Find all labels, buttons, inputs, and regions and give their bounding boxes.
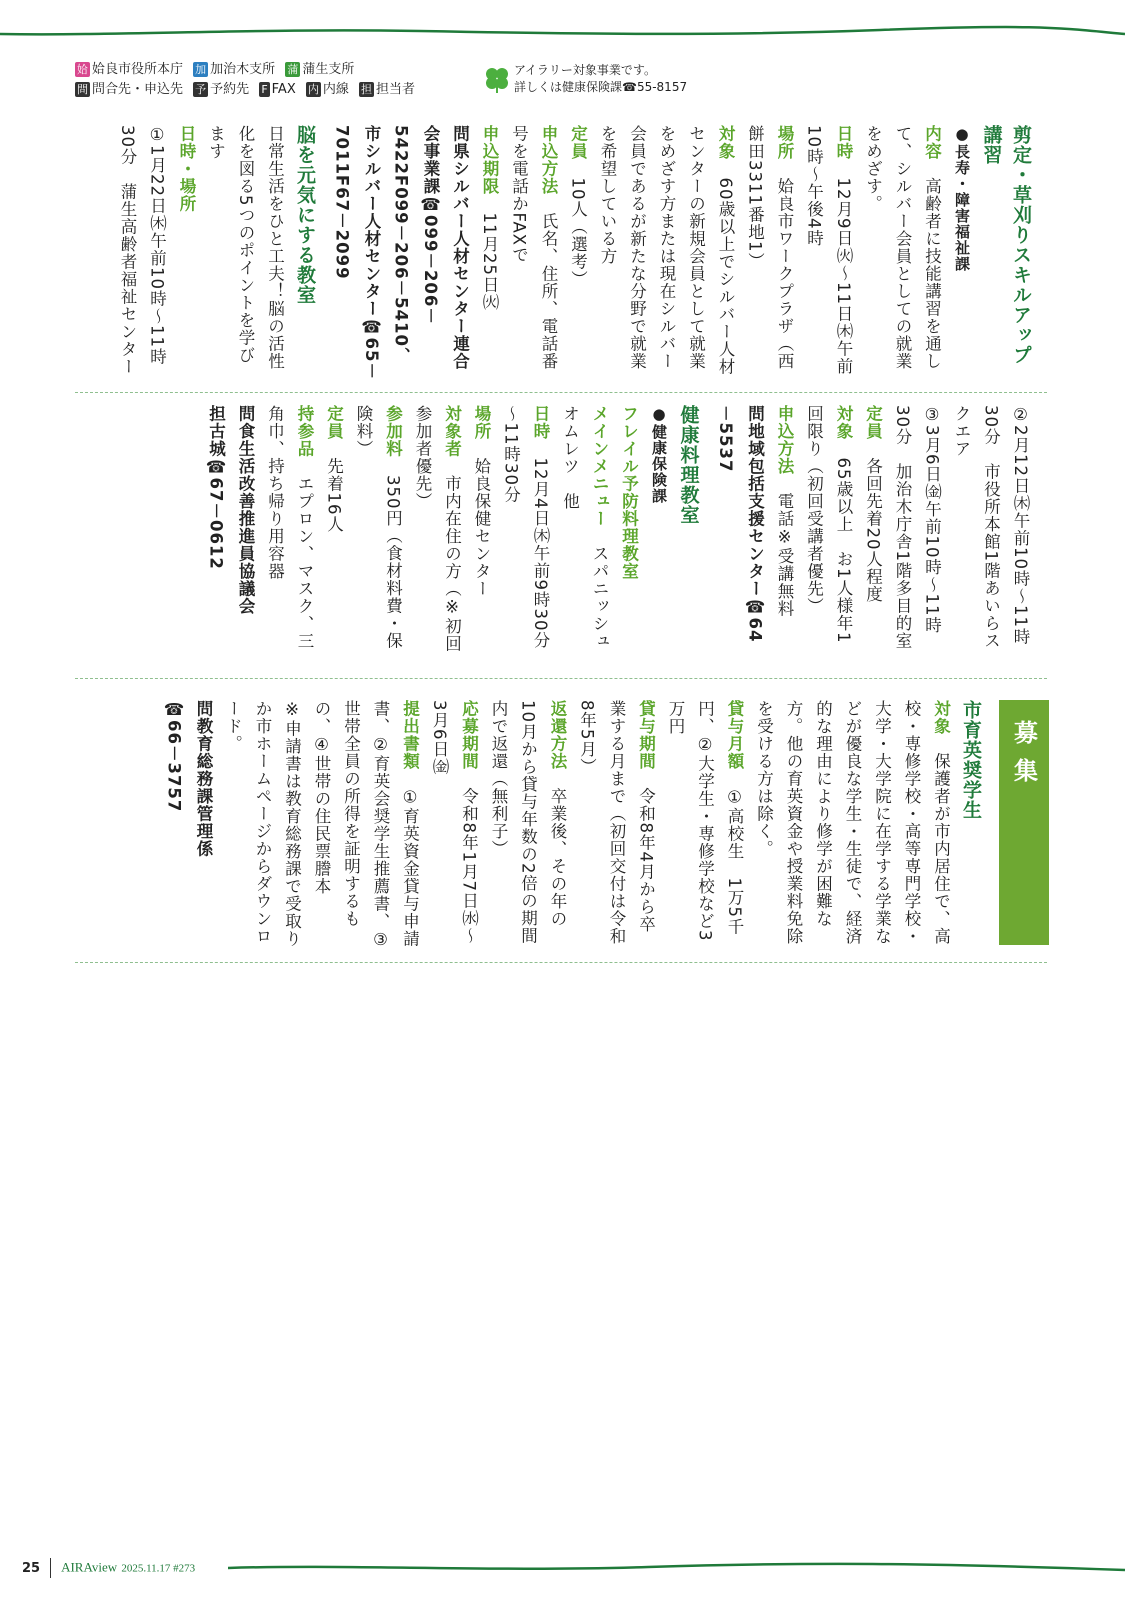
brain-item-2: ②2月12日㈭午前10時～11時30分 市役所本館1階あいらスクエア (952, 405, 1030, 650)
extension-badge: 内 (307, 83, 319, 96)
scholarship-period-text: 令和8年4月から卒業する月まで（初回交付は令和8年5月） (577, 700, 656, 945)
fax-badge: F (261, 83, 268, 96)
pruning-date-text: 12月9日㈫～11日㈭午前10時～午後4時 (804, 125, 853, 375)
cooking-contact: 問食生活改善推進員協議会 (236, 405, 255, 615)
brain-item-1: ①1月22日㈭午前10時～11時30分 蒲生高齢者福祉センター (118, 125, 167, 376)
scholarship-section (150, 700, 985, 950)
footer (22, 1558, 195, 1578)
cooking-target-text: 市内在住の方（※初回参加者優先） (413, 405, 462, 653)
brain-target-text: 65歳以上 お1人様年1回限り（初回受講者優先） (804, 405, 853, 644)
cooking-class-subtitle: フレイル予防料理教室 (619, 405, 639, 580)
brain-target-label: 対象 (834, 405, 853, 440)
honcho-badge: 姶 (77, 63, 88, 76)
cooking-place-text: 姶良保健センター (472, 457, 491, 598)
footer-separator (50, 1558, 51, 1578)
brain-contact: 問地域包括支援センター☎64－5537 (716, 405, 765, 643)
legend (75, 60, 415, 100)
brain-capacity-text: 各回先着20人程度 (863, 457, 883, 603)
reserve-badge: 予 (195, 83, 207, 96)
pruning-deadline-text: 11月25日㈫ (480, 212, 499, 311)
pruning-place-label: 場所 (775, 125, 794, 160)
divider-1 (75, 392, 1047, 393)
divider-2 (75, 678, 1047, 679)
brain-cooking-section (75, 405, 1035, 655)
cooking-capacity-text: 先着16人 (324, 457, 344, 533)
issue-info: 2025.11.17 #273 (121, 1562, 196, 1575)
honcho-label: 姶良市役所本庁 (92, 62, 184, 77)
brain-apply-label: 申込方法 (775, 405, 794, 475)
kamo-badge: 蒲 (287, 63, 299, 76)
brain-class-intro: 日常生活をひと工夫！脳の活性化を図る5つのポイントを学びます (206, 125, 285, 370)
pruning-content-label: 内容 (922, 125, 942, 160)
cooking-class-dept: ●健康保険課 (650, 405, 668, 504)
scholarship-note: ※申請書は教育総務課で受取りか市ホームページからダウンロード。 (223, 700, 302, 948)
brain-item-3: ③3月6日㈮午前10時～11時30分 加治木庁舎1階多目的室 (893, 405, 942, 650)
scholarship-repay-label: 返還方法 (548, 700, 567, 770)
pruning-apply-label: 申込方法 (539, 125, 558, 195)
brain-capacity-label: 定員 (863, 405, 883, 440)
bottom-wave-line (228, 1560, 1125, 1576)
recruitment-banner: 募集 (999, 700, 1049, 945)
legend-row-1 (75, 60, 415, 80)
staff-badge: 担 (361, 83, 373, 96)
kajiki-badge: 加 (195, 63, 207, 76)
pruning-course-title: 剪定・草刈りスキルアップ講習 (980, 125, 1032, 365)
pruning-course-section (75, 125, 1035, 380)
pruning-deadline-label: 申込期限 (480, 125, 499, 195)
staff-label: 担当者 (376, 82, 416, 97)
top-wave-line (0, 22, 1125, 40)
extension-label: 内線 (322, 82, 349, 97)
cooking-date-text: 12月4日㈭午前9時30分～11時30分 (501, 405, 550, 649)
scholarship-contact: 問教育総務課管理係 (194, 700, 213, 858)
fax-label: FAX (271, 82, 296, 97)
scholarship-title: 市育英奨学生 (960, 700, 982, 820)
brain-apply-text: 電話※受講無料 (775, 492, 794, 618)
scholarship-amount-text: ①高校生 1万5千円、②大学生・専修学校など3万円 (666, 700, 744, 942)
pruning-apply-text: 氏名、住所、電話番号を電話かFAXで (509, 125, 558, 370)
legend-row-2 (75, 80, 415, 100)
cooking-place-label: 場所 (472, 405, 491, 440)
clover-icon (484, 66, 510, 94)
contact-label: 問合先・申込先 (92, 82, 184, 97)
scholarship-apply-text: 令和8年1月7日㈬～3月6日㈮ (430, 700, 479, 945)
scholarship-period-label: 貸与期間 (636, 700, 656, 770)
scholarship-repay-text: 卒業後、その年の10月から貸与年数の2倍の期間内で返還（無利子） (489, 700, 567, 945)
scholarship-apply-label: 応募期間 (459, 700, 479, 770)
scholarship-target-label: 対象 (931, 700, 951, 735)
contact-badge: 問 (77, 83, 88, 96)
pruning-contact: 問県シルバー人材センター連合会事業課☎099－206－5422F099－206－5410、市シルバー人材センター☎65－7011F67－2099 (332, 125, 470, 380)
scholarship-amount-label: 貸与月額 (725, 700, 744, 770)
cooking-contact-staff: 担古城☎67－0612 (206, 405, 226, 570)
clover-note (514, 62, 687, 96)
scholarship-target-text: 保護者が市内居住で、高校・専修学校・高等専門学校・大学・大学院に在学する学業などが優良な学生・生徒で、経済的な理由により修学が困難な方。他の育英資金や授業料免除を受ける方は除く。 (754, 700, 951, 945)
kajiki-label: 加治木支所 (210, 62, 276, 77)
pruning-date-label: 日時 (834, 125, 853, 160)
cooking-fee-label: 参加料 (383, 405, 403, 458)
scholarship-contact-tel: ☎66－3757 (164, 700, 184, 813)
cooking-target-label: 対象者 (442, 405, 462, 458)
cooking-class-title: 健康料理教室 (677, 405, 700, 525)
pruning-course-dept: ●長寿・障害福祉課 (953, 125, 971, 272)
pruning-capacity-label: 定員 (568, 125, 588, 160)
cooking-fee-text: 350円（食材料費・保険料） (354, 405, 403, 650)
scholarship-docs-text: ①育英資金貸与申請書、②育英会奨学生推薦書、③世帯全員の所得を証明するもの、④世帯の住民票謄本 (312, 700, 420, 950)
scholarship-docs-label: 提出書類 (400, 700, 420, 770)
cooking-menu-label: メインメニュー (590, 405, 609, 528)
cooking-bring-text: エプロン、マスク、三角巾、持ち帰り用容器 (265, 405, 314, 650)
cooking-capacity-label: 定員 (324, 405, 344, 440)
pruning-target-text: 60歳以上でシルバー人材センターの新規会員として就業をめざす方または現在シルバー会員であるが新たな分野で就業を希望している方 (598, 125, 735, 376)
brain-date-label: 日時・場所 (177, 125, 196, 213)
cooking-date-label: 日時 (531, 405, 550, 440)
pruning-target-label: 対象 (716, 125, 735, 160)
pruning-place-text: 姶良市ワークプラザ（西餅田3311番地1） (745, 125, 794, 370)
brain-class-title: 脳を元気にする教室 (294, 125, 316, 305)
magazine-brand: AIRAview (61, 1559, 118, 1575)
cooking-bring-label: 持参品 (295, 405, 314, 458)
divider-3 (75, 962, 1047, 963)
cooking-menu-text: スパニッシュオムレツ 他 (560, 405, 609, 650)
pruning-capacity-text: 10人（選考） (568, 177, 588, 288)
clover-note-line-2: 詳しくは健康保険課☎55-8157 (514, 80, 688, 94)
reserve-label: 予約先 (210, 82, 250, 97)
pruning-content-text: 高齢者に技能講習を通して、シルバー会員としての就業をめざす。 (863, 125, 942, 370)
clover-note-line-1: アイラリー対象事業です。 (514, 63, 656, 77)
page-number: 25 (22, 1560, 41, 1576)
kamo-label: 蒲生支所 (302, 62, 355, 77)
